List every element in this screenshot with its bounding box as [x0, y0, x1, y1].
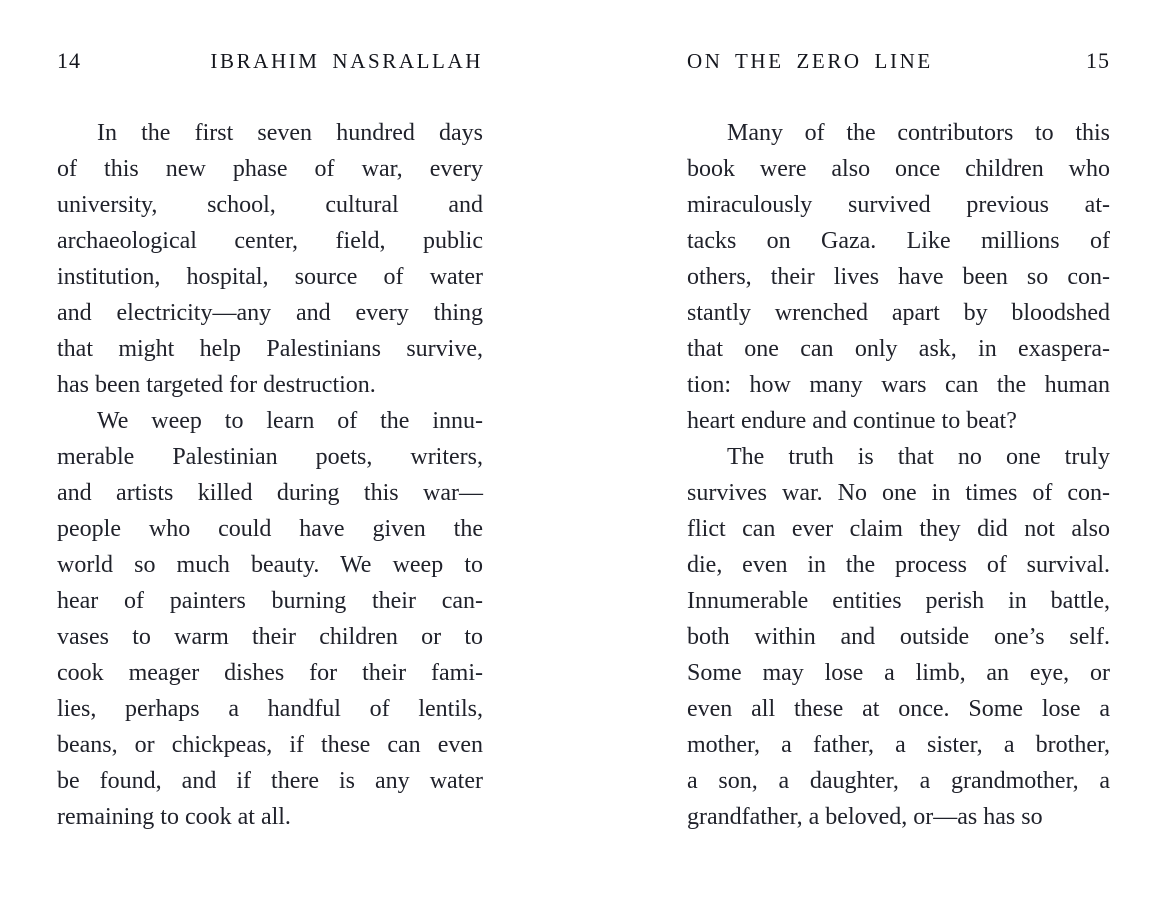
text-line: and electricity—any and every thing [57, 300, 483, 326]
text-line: of this new phase of war, every [57, 156, 483, 182]
text-line: others, their lives have been so con- [687, 264, 1110, 290]
running-header-right [687, 48, 1110, 76]
page-left-text [57, 115, 483, 835]
text-line: world so much beauty. We weep to [57, 552, 483, 578]
text-line: tion: how many wars can the human [687, 372, 1110, 398]
text-line: be found, and if there is any water [57, 768, 483, 794]
running-head-author: IBRAHIM NASRALLAH [210, 49, 483, 73]
text-line: mother, a father, a sister, a brother, [687, 732, 1110, 758]
text-line: and artists killed during this war— [57, 480, 483, 506]
text-line: grandfather, a beloved, or—as has so [687, 804, 1043, 830]
page-number-left: 14 [57, 48, 81, 73]
page-right-text [687, 115, 1110, 835]
text-line: both within and outside one’s self. [687, 624, 1110, 650]
text-line: people who could have given the [57, 516, 483, 542]
text-line: book were also once children who [687, 156, 1110, 182]
text-line: that one can only ask, in exaspera- [687, 336, 1110, 362]
text-line: cook meager dishes for their fami- [57, 660, 483, 686]
text-line: merable Palestinian poets, writers, [57, 444, 483, 470]
text-line: university, school, cultural and [57, 192, 483, 218]
text-line: die, even in the process of survival. [687, 552, 1110, 578]
text-line: institution, hospital, source of water [57, 264, 483, 290]
text-line: remaining to cook at all. [57, 804, 291, 830]
text-line: Some may lose a limb, an eye, or [687, 660, 1110, 686]
text-line: even all these at once. Some lose a [687, 696, 1110, 722]
page-right [585, 0, 1170, 903]
text-line: flict can ever claim they did not also [687, 516, 1110, 542]
text-line: In the first seven hundred days [97, 120, 483, 146]
text-line: lies, perhaps a handful of lentils, [57, 696, 483, 722]
text-line: hear of painters burning their can- [57, 588, 483, 614]
text-line: Innumerable entities perish in battle, [687, 588, 1110, 614]
text-line: archaeological center, field, public [57, 228, 483, 254]
text-line: beans, or chickpeas, if these can even [57, 732, 483, 758]
text-line: miraculously survived previous at- [687, 192, 1110, 218]
text-line: The truth is that no one truly [727, 444, 1110, 470]
text-line: that might help Palestinians survive, [57, 336, 483, 362]
text-line: stantly wrenched apart by bloodshed [687, 300, 1110, 326]
text-line: We weep to learn of the innu- [97, 408, 483, 434]
text-line: survives war. No one in times of con- [687, 480, 1110, 506]
text-line: heart endure and continue to beat? [687, 408, 1017, 434]
page-number-right: 15 [1086, 48, 1110, 73]
text-line: vases to warm their children or to [57, 624, 483, 650]
text-line: Many of the contributors to this [727, 120, 1110, 146]
text-line: tacks on Gaza. Like millions of [687, 228, 1110, 254]
text-line: a son, a daughter, a grandmother, a [687, 768, 1110, 794]
running-head-book-title: ON THE ZERO LINE [687, 49, 933, 73]
text-line: has been targeted for destruction. [57, 372, 376, 398]
running-header-left [57, 48, 483, 76]
